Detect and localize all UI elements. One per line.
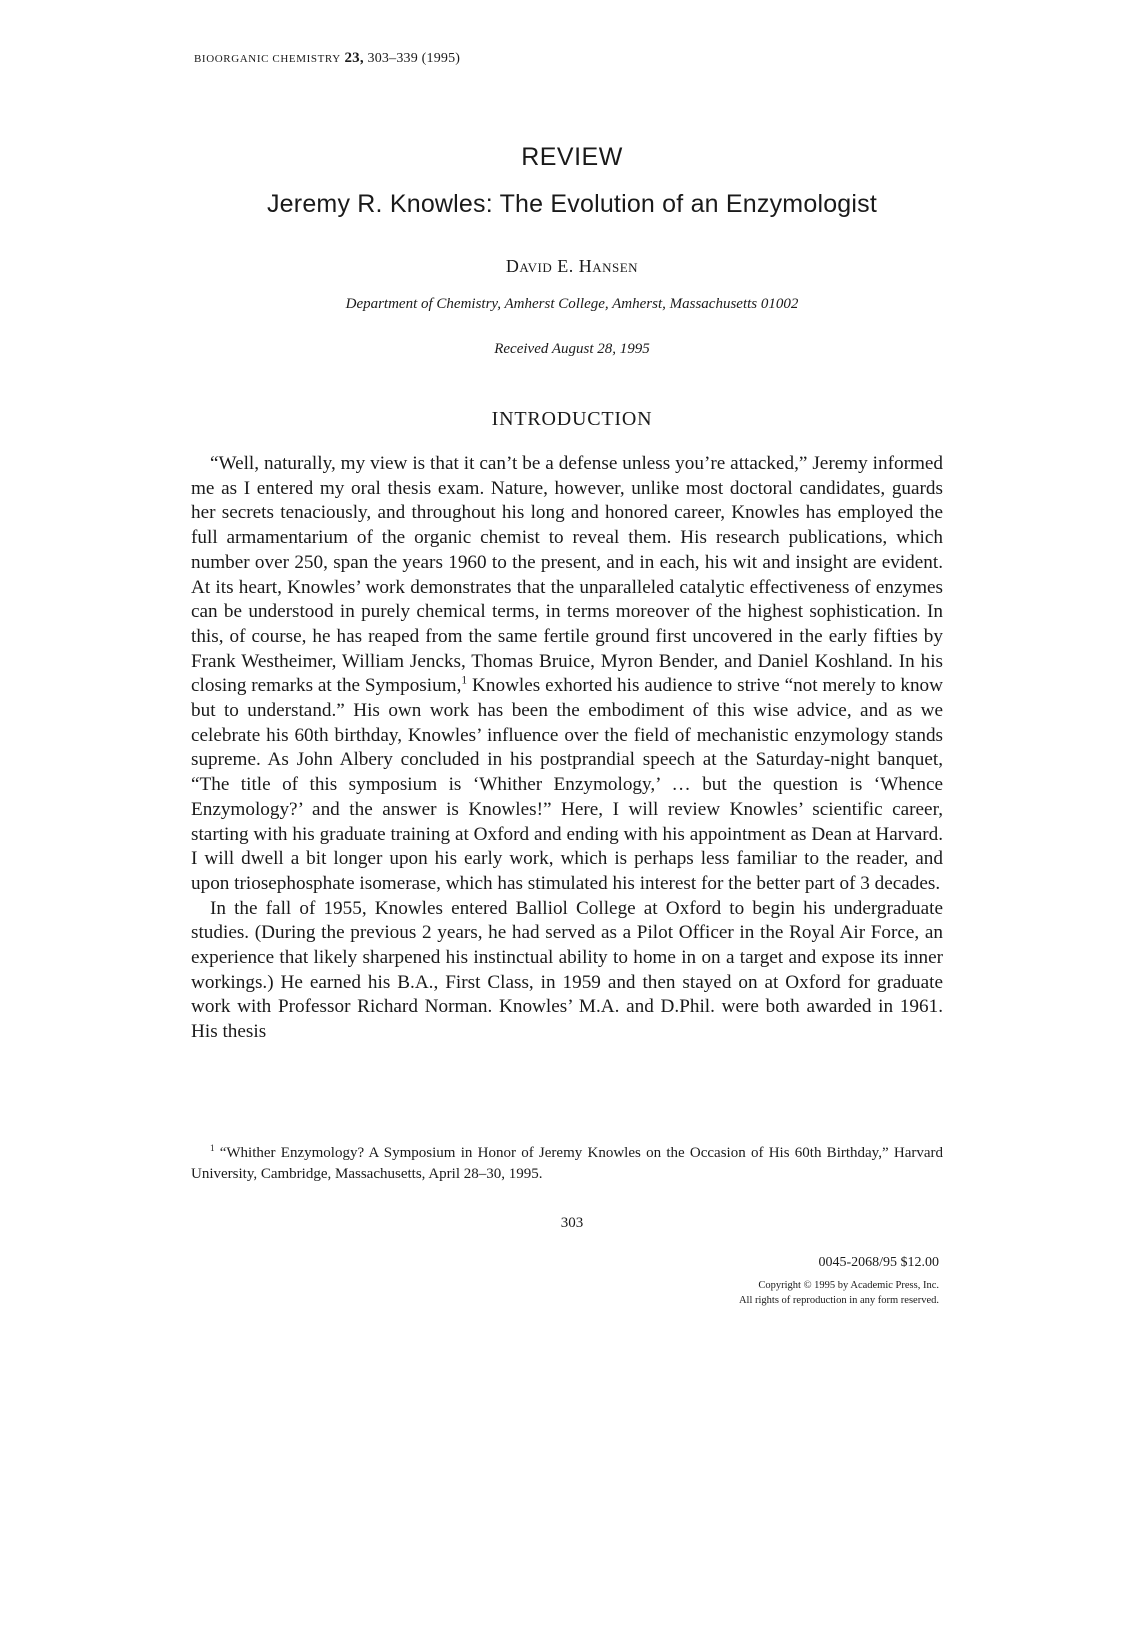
footnote-text: “Whither Enzymology? A Symposium in Honor of Jeremy Knowles on the Occasion of His 60th Birthday,” Harvard University, Cambridge, Massachusetts, April 28–30, 1995. bbox=[191, 1145, 943, 1182]
paragraph-text: “Well, naturally, my view is that it can’t be a defense unless you’re attacked,” Jeremy informed me as I entered my oral thesis exam. Nature, however, unlike most doctoral candidates, guards her secrets tenaciously, and throughout his long and honored career, Knowles has employed the full armamentarium of the organic chemist to reveal them. His research publications, which number over 250, span the years 1960 to the present, and in each, his wit and insight are evident. At its heart, Knowles’ work demonstrates that the unparalleled catalytic effectiveness of enzymes can be understood in purely chemical terms, in terms moreover of the highest sophistication. In this, of course, he has reaped from the same fertile ground first uncovered in the early fifties by Frank Westheimer, William Jencks, Thomas Bruice, Myron Bender, and Daniel Koshland. In his closing remarks at the Symposium, bbox=[191, 453, 943, 697]
journal-name: BIOORGANIC CHEMISTRY bbox=[194, 53, 341, 65]
body-paragraph: In the fall of 1955, Knowles entered Balliol College at Oxford to begin his undergraduate studies. (During the previous 2 years, he had served as a Pilot Officer in the Royal Air Force, an experience that likely sharpened his instinctual ability to home in on a target and expose its inner workings.) He earned his B.A., First Class, in 1959 and then stayed on at Oxford for graduate work with Professor Richard Norman. Knowles’ M.A. and D.Phil. were both awarded in 1961. His thesis bbox=[191, 897, 943, 1043]
footnote-marker: 1 bbox=[210, 1143, 215, 1153]
section-label: REVIEW bbox=[521, 143, 623, 171]
article-body bbox=[191, 452, 943, 1045]
issn-price: 0045-2068/95 $12.00 bbox=[818, 1255, 939, 1270]
author-name: David E. Hansen bbox=[505, 256, 639, 276]
footnote-reference: 1 bbox=[461, 674, 468, 687]
author-affiliation: Department of Chemistry, Amherst College, Amherst, Massachusetts 01002 bbox=[345, 296, 799, 312]
journal-volume: 23, bbox=[344, 50, 364, 66]
rights-line: All rights of reproduction in any form reserved. bbox=[738, 1295, 939, 1306]
journal-pages-year: 303–339 (1995) bbox=[367, 51, 461, 66]
copyright-line: Copyright © 1995 by Academic Press, Inc. bbox=[758, 1280, 939, 1291]
page-number: 303 bbox=[560, 1215, 584, 1231]
body-paragraph bbox=[191, 452, 943, 897]
paragraph-text: Knowles exhorted his audience to strive “not merely to know but to understand.” His own work has been the embodiment of this wise advice, and as we celebrate his 60th birthday, Knowles’ influence over the field of mechanistic enzymology stands supreme. As John Albery concluded in his postprandial speech at the Saturday-night banquet, “The title of this symposium is ‘Whither Enzymology,’ … but the question is ‘Whence Enzymology?’ and the answer is Knowles!” Here, I will review Knowles’ scientific career, starting with his graduate training at Oxford and ending with his appointment as Dean at Harvard. I will dwell a bit longer upon his early work, which is perhaps less familiar to the reader, and upon triosephosphate isomerase, which has stimulated his interest for the better part of 3 decades. bbox=[191, 675, 943, 894]
article-title: Jeremy R. Knowles: The Evolution of an Enzymologist bbox=[266, 190, 878, 218]
received-date: Received August 28, 1995 bbox=[494, 341, 650, 357]
running-head bbox=[194, 50, 460, 67]
copyright-notice bbox=[739, 1278, 939, 1308]
footnote bbox=[191, 1143, 943, 1185]
section-heading: INTRODUCTION bbox=[491, 408, 653, 430]
